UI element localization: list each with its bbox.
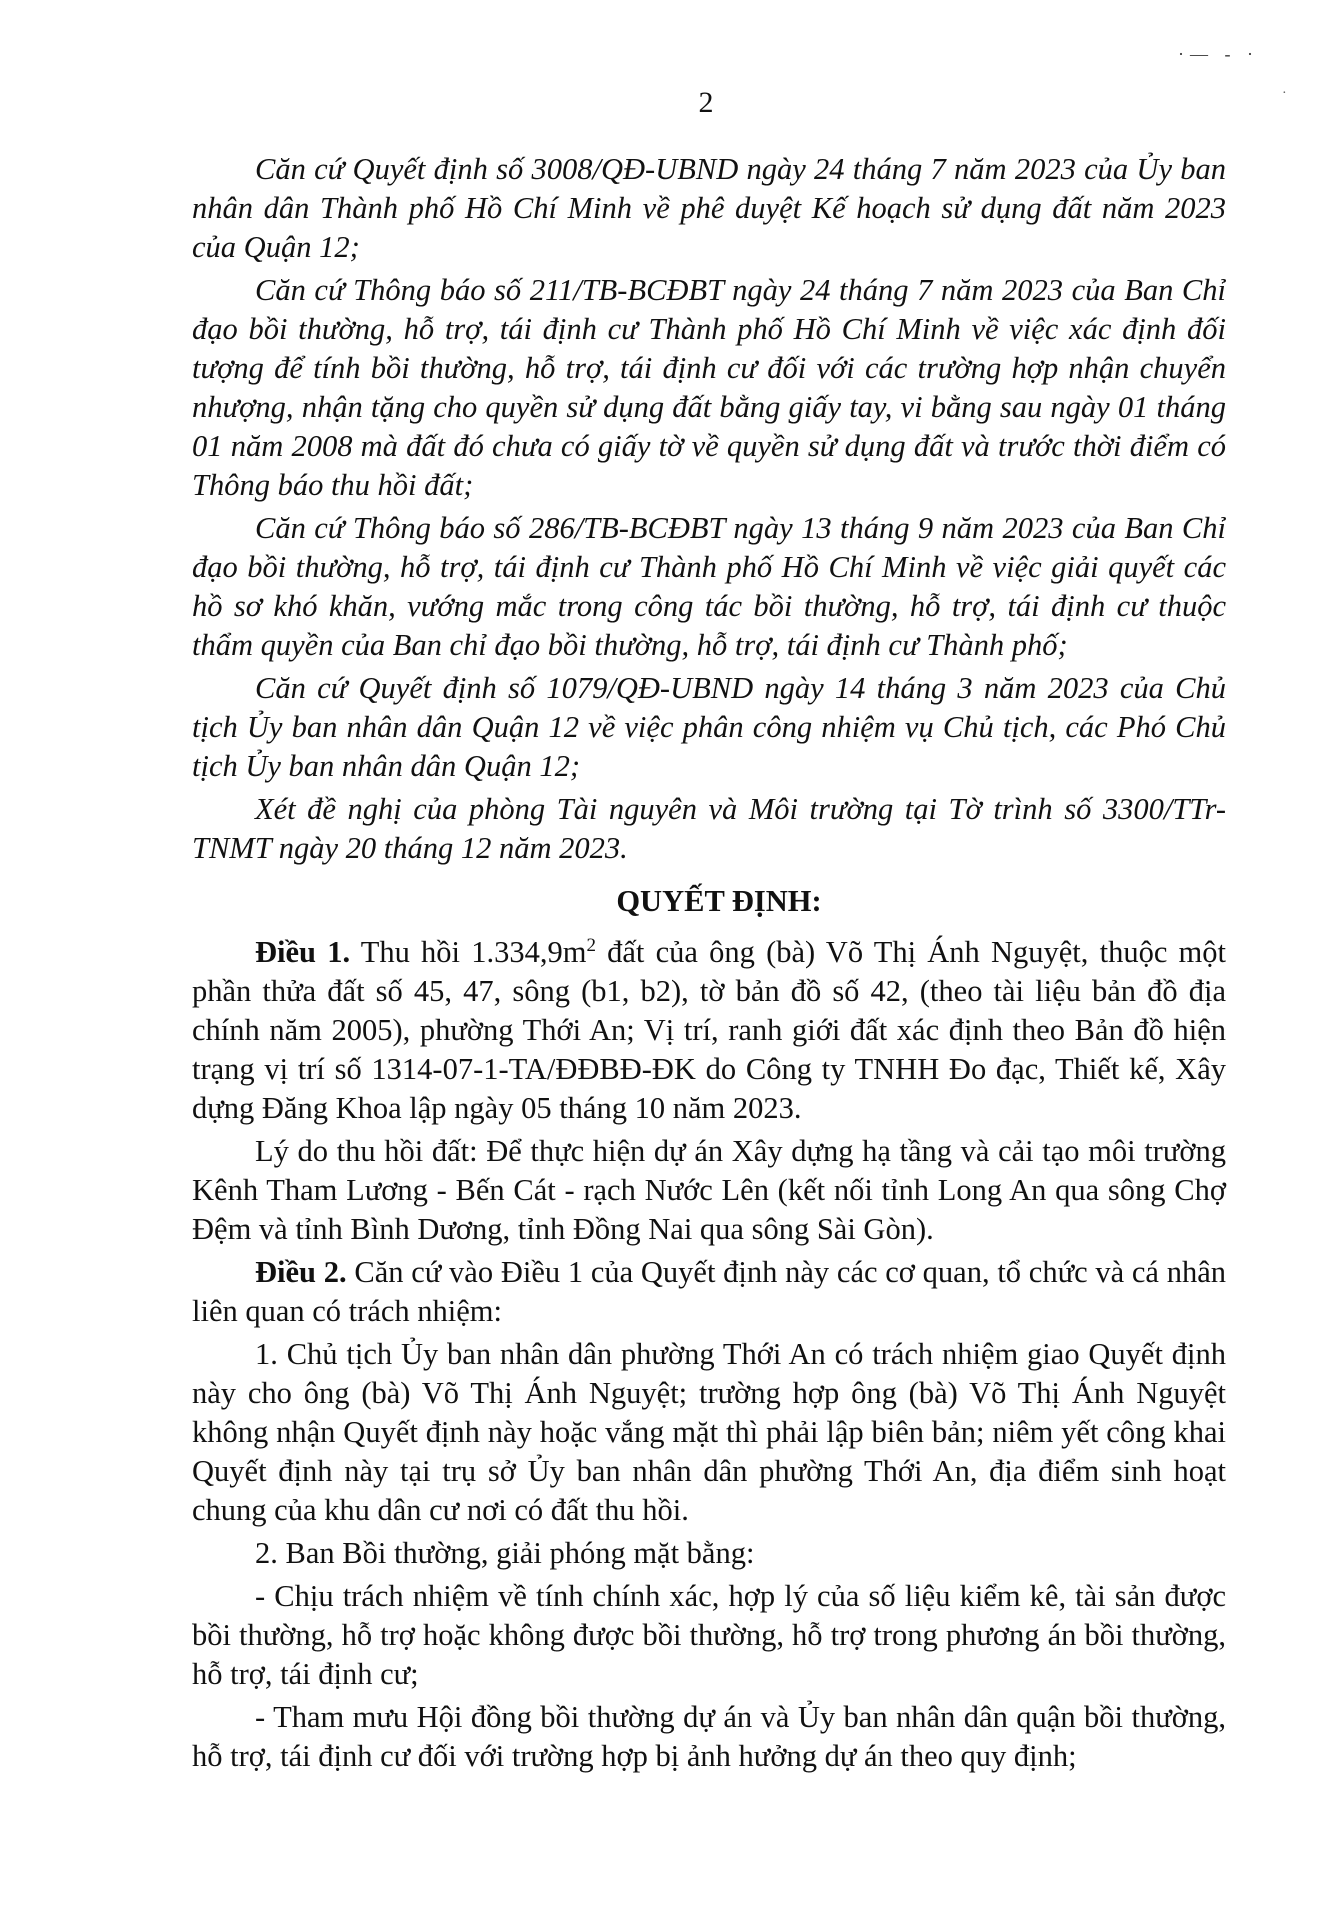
article-1-paragraph <box>192 933 1226 1128</box>
area-unit-superscript: 2 <box>586 934 596 956</box>
preamble-paragraph: Căn cứ Thông báo số 211/TB-BCĐBT ngày 24 tháng 7 năm 2023 của Ban Chỉ đạo bồi thường, hỗ trợ, tái định cư Thành phố Hồ Chí Minh về việc xác định đối tượng để tính bồi thường, hỗ trợ, tái định cư đối với các trường hợp nhận chuyển nhượng, nhận tặng cho quyền sử dụng đất bằng giấy tay, vi bằng sau ngày 01 tháng 01 năm 2008 mà đất đó chưa có giấy tờ về quyền sử dụng đất và trước thời điểm có Thông báo thu hồi đất; <box>192 273 1226 502</box>
preamble-paragraph: Xét đề nghị của phòng Tài nguyên và Môi trường tại Tờ trình số 3300/TTr-TNMT ngày 20 tháng 12 năm 2023. <box>192 792 1226 865</box>
article-1-text-b: đất của ông (bà) Võ Thị Ánh Nguyệt, thuộc một phần thửa đất số 45, 47, sông (b1, b2), tờ bản đồ số 42, (theo tài liệu bản đồ địa chính năm 2005), phường Thới An; Vị trí, ranh giới đất xác định theo Bản đồ hiện trạng vị trí số 1314-07-1-TA/ĐĐBĐ-ĐK do Công ty TNHH Đo đạc, Thiết kế, Xây dựng Đăng Khoa lập ngày 05 tháng 10 năm 2023. <box>192 935 1227 1125</box>
decision-heading: QUYẾT ĐỊNH: <box>616 884 822 918</box>
article-2-paragraph <box>192 1253 1226 1331</box>
article-2-item: 2. Ban Bồi thường, giải phóng mặt bằng: <box>255 1536 755 1570</box>
scan-mark-dot: · <box>1282 86 1287 101</box>
article-2-item: - Tham mưu Hội đồng bồi thường dự án và Ủy ban nhân dân quận bồi thường, hỗ trợ, tái định cư đối với trường hợp bị ảnh hưởng dự án theo quy định; <box>192 1700 1226 1773</box>
article-1-text-a: Thu hồi 1.334,9m <box>350 935 587 969</box>
article-2-item: 1. Chủ tịch Ủy ban nhân dân phường Thới An có trách nhiệm giao Quyết định này cho ông (bà) Võ Thị Ánh Nguyệt; trường hợp ông (bà) Võ Thị Ánh Nguyệt không nhận Quyết định này hoặc vắng mặt thì phải lập biên bản; niêm yết công khai Quyết định này tại trụ sở Ủy ban nhân dân phường Thới An, địa điểm sinh hoạt chung của khu dân cư nơi có đất thu hồi. <box>192 1337 1226 1527</box>
article-2-item: - Chịu trách nhiệm về tính chính xác, hợp lý của số liệu kiểm kê, tài sản được bồi thường, hỗ trợ hoặc không được bồi thường, hỗ trợ trong phương án bồi thường, hỗ trợ, tái định cư; <box>192 1579 1226 1691</box>
preamble-paragraph: Căn cứ Thông báo số 286/TB-BCĐBT ngày 13 tháng 9 năm 2023 của Ban Chỉ đạo bồi thường, hỗ trợ, tái định cư Thành phố Hồ Chí Minh về việc giải quyết các hồ sơ khó khăn, vướng mắc trong công tác bồi thường, hỗ trợ, tái định cư thuộc thẩm quyền của Ban chỉ đạo bồi thường, hỗ trợ, tái định cư Thành phố; <box>192 511 1226 662</box>
article-2-text: Căn cứ vào Điều 1 của Quyết định này các cơ quan, tổ chức và cá nhân liên quan có trách nhiệm: <box>192 1255 1226 1328</box>
preamble-paragraph: Căn cứ Quyết định số 3008/QĐ-UBND ngày 24 tháng 7 năm 2023 của Ủy ban nhân dân Thành phố Hồ Chí Minh về phê duyệt Kế hoạch sử dụng đất năm 2023 của Quận 12; <box>192 152 1226 264</box>
article-2-label: Điều 2. <box>255 1255 347 1289</box>
page-number: 2 <box>698 86 714 119</box>
article-1-label: Điều 1. <box>255 935 351 969</box>
document-body <box>192 150 1226 1776</box>
preamble-paragraph: Căn cứ Quyết định số 1079/QĐ-UBND ngày 14 tháng 3 năm 2023 của Chủ tịch Ủy ban nhân dân Quận 12 về việc phân công nhiệm vụ Chủ tịch, các Phó Chủ tịch Ủy ban nhân dân Quận 12; <box>192 671 1226 783</box>
scan-marks: ·— - · <box>1178 44 1259 64</box>
article-1-reason: Lý do thu hồi đất: Để thực hiện dự án Xây dựng hạ tầng và cải tạo môi trường Kênh Tham Lương - Bến Cát - rạch Nước Lên (kết nối tỉnh Long An qua sông Chợ Đệm và tỉnh Bình Dương, tỉnh Đồng Nai qua sông Sài Gòn). <box>192 1134 1226 1246</box>
